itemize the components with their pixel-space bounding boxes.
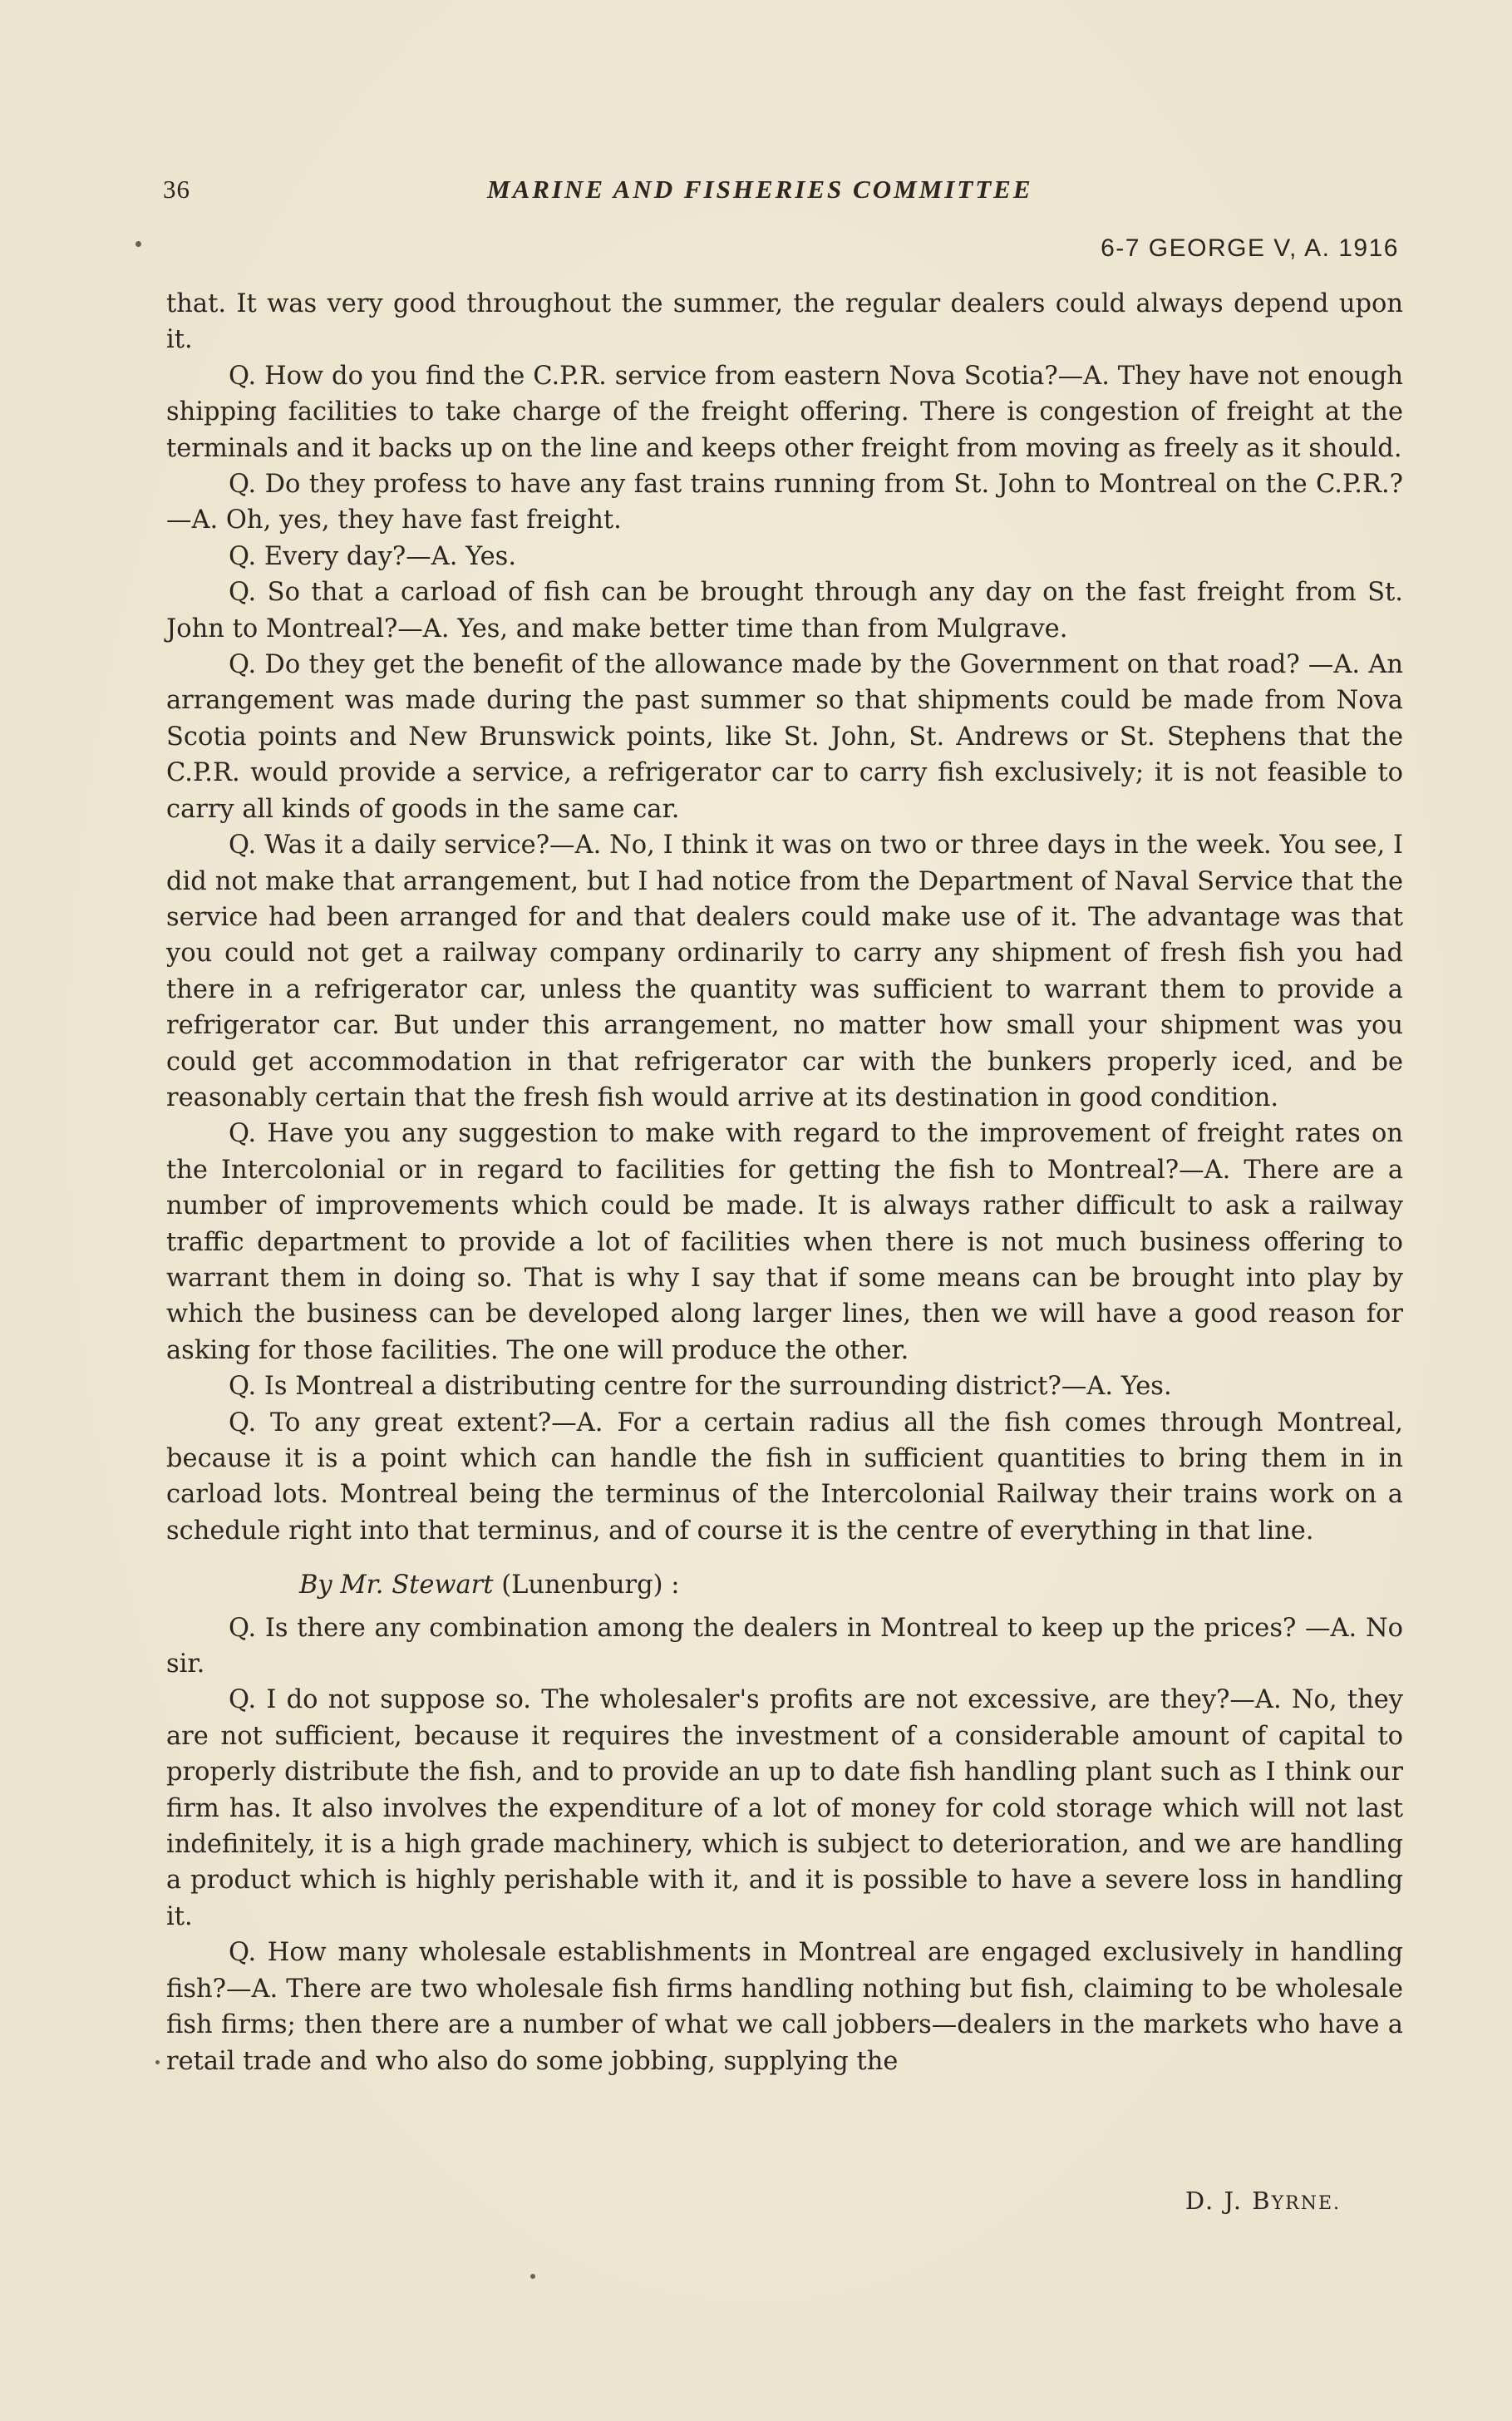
page-header <box>163 175 1401 216</box>
signature-initials: D. J. B <box>1184 2187 1272 2215</box>
paragraph: Q. I do not suppose so. The wholesaler's profits are not excessive, are they?—A. No, they are not sufficient, because it requires the investment of a considerable amount of capital to properly distribute the fish, and to provide an up to date fish handling plant such as I think our firm has. It also involves the expenditure of a lot of money for cold storage which will not last indefinitely, it is a high grade machinery, which is subject to deterioration, and we are handling a product which is highly perishable with it, and it is possible to have a severe loss in handling it. <box>166 1685 1403 1931</box>
paragraph: that. It was very good throughout the summer, the regular dealers could always depend upon it. <box>166 289 1403 355</box>
paragraph: Q. Every day?—A. Yes. <box>229 541 517 571</box>
paper-speck <box>530 2274 535 2279</box>
paragraph: Q. How do you find the C.P.R. service from eastern Nova Scotia?—A. They have not enough shipping facilities to take charge of the freight offering. There is congestion of freight at the terminals and it backs up on the line and keeps other freight from moving as freely as it should. <box>166 361 1403 463</box>
paragraph: Q. Have you any suggestion to make with regard to the improvement of freight rates on the Intercolonial or in regard to facilities for getting the fish to Montreal?—A. There are a number of improvements which could be made. It is always rather difficult to ask a railway traffic department to provide a lot of facilities when there is not much business offering to warrant them in doing so. That is why I say that if some means can be brought into play by which the business can be developed along larger lines, then we will have a good reason for asking for those facilities. The one will produce the other. <box>166 1119 1403 1365</box>
paragraph: Q. Do they get the benefit of the allowance made by the Government on that road? —A. An arrangement was made during the past summer so that shipments could be made from Nova Scotia points and New Brunswick points, like St. John, St. Andrews or St. Stephens that the C.P.R. would provide a service, a refrigerator car to carry fish exclusively; it is not feasible to carry all kinds of goods in the same car. <box>166 650 1403 824</box>
signature-surname: YRNE. <box>1271 2193 1341 2214</box>
speaker-heading <box>166 1567 1403 1603</box>
running-title: MARINE AND FISHERIES COMMITTEE <box>487 175 1033 204</box>
witness-signature <box>1185 2187 1341 2215</box>
speaker-riding: (Lunenburg) : <box>493 1570 680 1600</box>
paragraph: Q. So that a carload of fish can be brought through any day on the fast freight from St. John to Montreal?—A. Yes, and make better time than from Mulgrave. <box>166 578 1403 643</box>
paragraph: Q. To any great extent?—A. For a certain radius all the fish comes through Montreal, because it is a point which can handle the fish in sufficient quantities to bring them in in carload lots. Montreal being the terminus of the Intercolonial Railway their trains work on a schedule right into that terminus, and of course it is the centre of everything in that line. <box>166 1408 1403 1546</box>
paragraph: Q. How many wholesale establishments in Montreal are engaged exclusively in handling fish?—A. There are two wholesale fish firms handling nothing but fish, claiming to be wholesale fish firms; then there are a number of what we call jobbers—dealers in the markets who have a retail trade and who also do some jobbing, supplying the <box>166 1938 1403 2076</box>
paper-speck <box>135 241 141 247</box>
body-text <box>166 286 1403 2079</box>
paragraph: Q. Was it a daily service?—A. No, I think it was on two or three days in the week. You see, I did not make that arrangement, but I had notice from the Department of Naval Service that the service had been arranged for and that dealers could make use of it. The advantage was that you could not get a railway company ordinarily to carry any shipment of fresh fish you had there in a refrigerator car, unless the quantity was sufficient to warrant them to provide a refrigerator car. But under this arrangement, no matter how small your shipment was you could get accommodation in that refrigerator car with the bunkers properly iced, and be reasonably certain that the fresh fish would arrive at its destination in good condition. <box>166 831 1403 1112</box>
paragraph: Q. Is Montreal a distributing centre for the surrounding district?—A. Yes. <box>229 1372 1172 1402</box>
session-label: 6-7 GEORGE V, A. 1916 <box>1101 234 1399 262</box>
paper-speck <box>155 2060 160 2064</box>
paragraph: Q. Is there any combination among the dealers in Montreal to keep up the prices? —A. No sir. <box>166 1613 1403 1679</box>
speaker-name: By Mr. Stewart <box>299 1570 494 1600</box>
paragraph: Q. Do they profess to have any fast trains running from St. John to Montreal on the C.P.R.?—A. Oh, yes, they have fast freight. <box>166 470 1403 535</box>
page-number: 36 <box>163 175 190 204</box>
